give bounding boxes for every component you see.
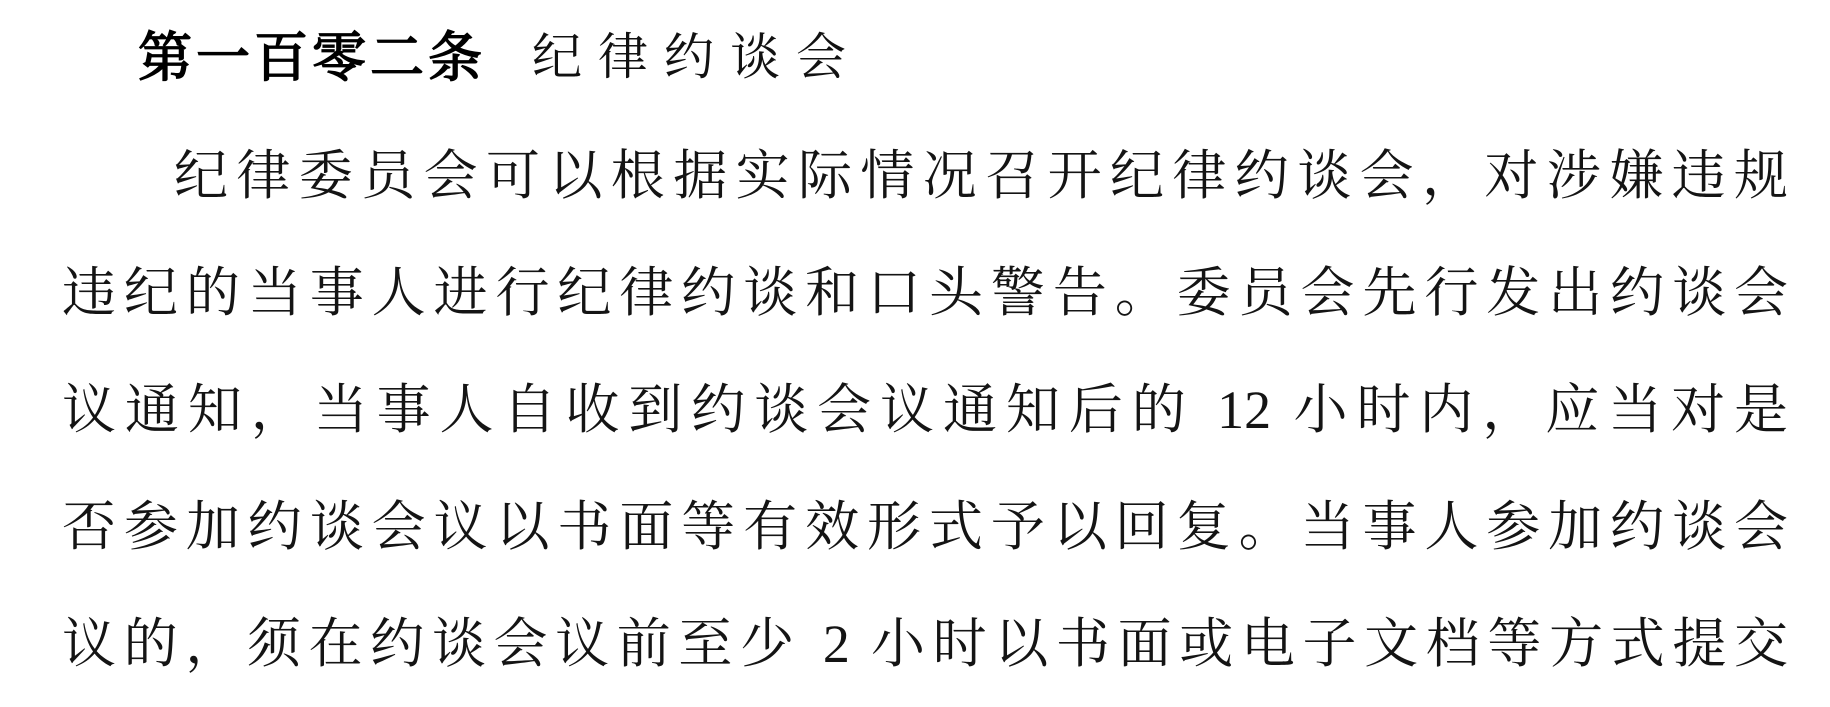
body-text-line: 纪律委员会可以根据实际情况召开纪律约谈会，对涉嫌违规 bbox=[174, 146, 1788, 206]
article-number: 第一百零二条 bbox=[138, 27, 486, 88]
body-text-line: 议通知，当事人自收到约谈会议通知后的 12 小时内，应当对是 bbox=[62, 380, 1788, 440]
article-title: 纪律约谈会 bbox=[532, 29, 862, 85]
article-body-paragraph bbox=[62, 118, 1788, 703]
article-heading bbox=[138, 10, 1790, 96]
body-text-line: 议的，须在约谈会议前至少 2 小时以书面或电子文档等方式提交 bbox=[62, 614, 1788, 674]
body-text-line: 否参加约谈会议以书面等有效形式予以回复。当事人参加约谈会 bbox=[62, 497, 1788, 557]
body-text-line: 违纪的当事人进行纪律约谈和口头警告。委员会先行发出约谈会 bbox=[62, 263, 1788, 323]
